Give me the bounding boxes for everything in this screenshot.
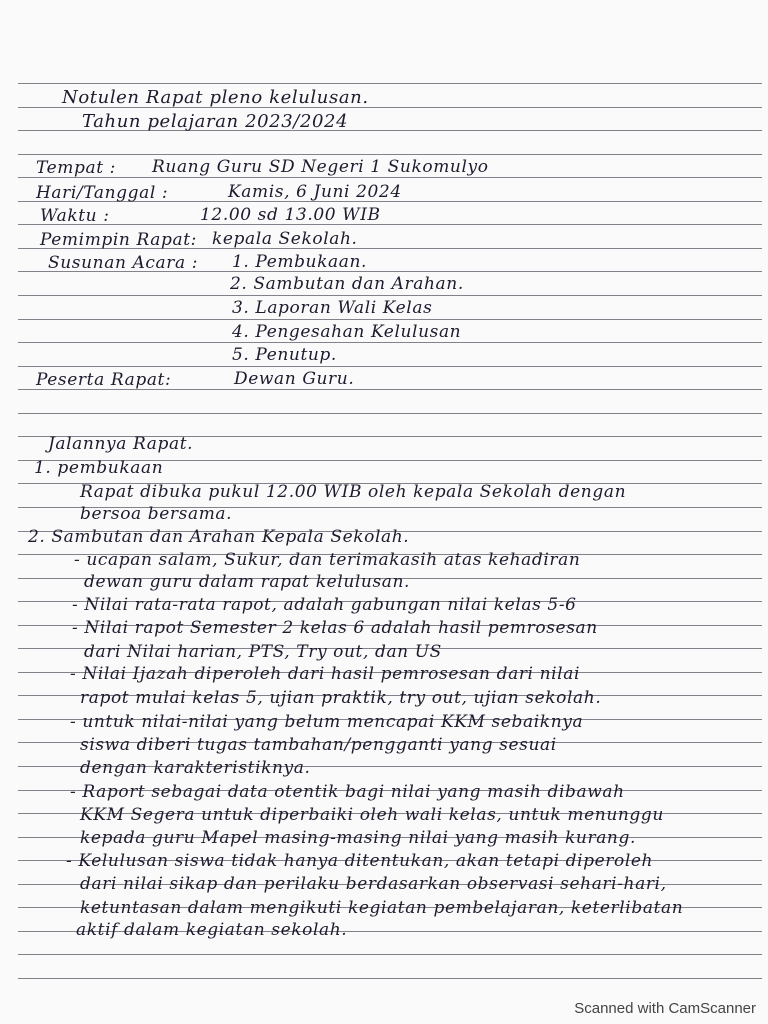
proceedings-line: - Nilai rapot Semester 2 kelas 6 adalah hasil pemrosesan	[72, 618, 598, 638]
agenda-item: 4. Pengesahan Kelulusan	[232, 322, 462, 342]
scanner-watermark: Scanned with CamScanner	[574, 1000, 756, 1017]
proceedings-line: aktif dalam kegiatan sekolah.	[76, 920, 348, 940]
info-label-place: Tempat :	[36, 158, 116, 178]
ruled-line	[18, 295, 762, 296]
agenda-item: 2. Sambutan dan Arahan.	[230, 274, 464, 294]
ruled-line	[18, 177, 762, 178]
agenda-item: 3. Laporan Wali Kelas	[232, 298, 433, 318]
info-value-date: Kamis, 6 Juni 2024	[228, 182, 402, 202]
proceedings-line: KKM Segera untuk diperbaiki oleh wali kelas, untuk menunggu	[80, 805, 664, 825]
proceedings-line: - Kelulusan siswa tidak hanya ditentukan, akan tetapi diperoleh	[66, 851, 654, 871]
info-label-date: Hari/Tanggal :	[36, 183, 169, 203]
ruled-line	[18, 224, 762, 225]
info-value-leader: kepala Sekolah.	[212, 229, 358, 249]
proceedings-line: bersoa bersama.	[80, 504, 233, 524]
ruled-line	[18, 978, 762, 979]
ruled-line	[18, 413, 762, 414]
proceedings-line: 2. Sambutan dan Arahan Kepala Sekolah.	[28, 527, 410, 547]
ruled-line	[18, 954, 762, 955]
agenda-item: 5. Penutup.	[232, 345, 337, 365]
info-label-time: Waktu :	[40, 206, 110, 226]
proceedings-line: 1. pembukaan	[34, 458, 164, 478]
ruled-line	[18, 319, 762, 320]
proceedings-line: dari nilai sikap dan perilaku berdasarkan observasi sehari-hari,	[80, 874, 667, 894]
proceedings-line: - Nilai Ijazah diperoleh dari hasil pemrosesan dari nilai	[70, 664, 580, 684]
proceedings-line: ketuntasan dalam mengikuti kegiatan pembelajaran, keterlibatan	[80, 898, 684, 918]
agenda-item: 1. Pembukaan.	[232, 252, 368, 272]
ruled-line	[18, 342, 762, 343]
proceedings-line: Rapat dibuka pukul 12.00 WIB oleh kepala Sekolah dengan	[80, 482, 627, 502]
info-value-time: 12.00 sd 13.00 WIB	[200, 205, 381, 225]
proceedings-line: - Nilai rata-rata rapot, adalah gabungan nilai kelas 5-6	[72, 595, 577, 615]
proceedings-line: rapot mulai kelas 5, ujian praktik, try out, ujian sekolah.	[80, 688, 602, 708]
ruled-line	[18, 154, 762, 155]
proceedings-line: kepada guru Mapel masing-masing nilai yang masih kurang.	[80, 828, 636, 848]
ruled-line	[18, 366, 762, 367]
proceedings-line: siswa diberi tugas tambahan/pengganti yang sesuai	[80, 735, 557, 755]
proceedings-line: dewan guru dalam rapat kelulusan.	[84, 572, 411, 592]
page-title: Notulen Rapat pleno kelulusan.	[62, 87, 369, 108]
ruled-line	[18, 83, 762, 84]
proceedings-line: - untuk nilai-nilai yang belum mencapai KKM sebaiknya	[70, 712, 584, 732]
info-label-leader: Pemimpin Rapat:	[40, 230, 197, 250]
proceedings-line: dari Nilai harian, PTS, Try out, dan US	[84, 642, 442, 662]
page-subtitle: Tahun pelajaran 2023/2024	[82, 111, 349, 132]
agenda-label: Susunan Acara :	[48, 253, 199, 273]
proceedings-line: - ucapan salam, Sukur, dan terimakasih atas kehadiran	[74, 550, 581, 570]
proceedings-line: - Raport sebagai data otentik bagi nilai yang masih dibawah	[70, 782, 625, 802]
participants-label: Peserta Rapat:	[36, 370, 172, 390]
participants-value: Dewan Guru.	[234, 369, 355, 389]
proceedings-heading: Jalannya Rapat.	[48, 434, 194, 454]
proceedings-line: dengan karakteristiknya.	[80, 758, 311, 778]
info-value-place: Ruang Guru SD Negeri 1 Sukomulyo	[152, 157, 489, 177]
